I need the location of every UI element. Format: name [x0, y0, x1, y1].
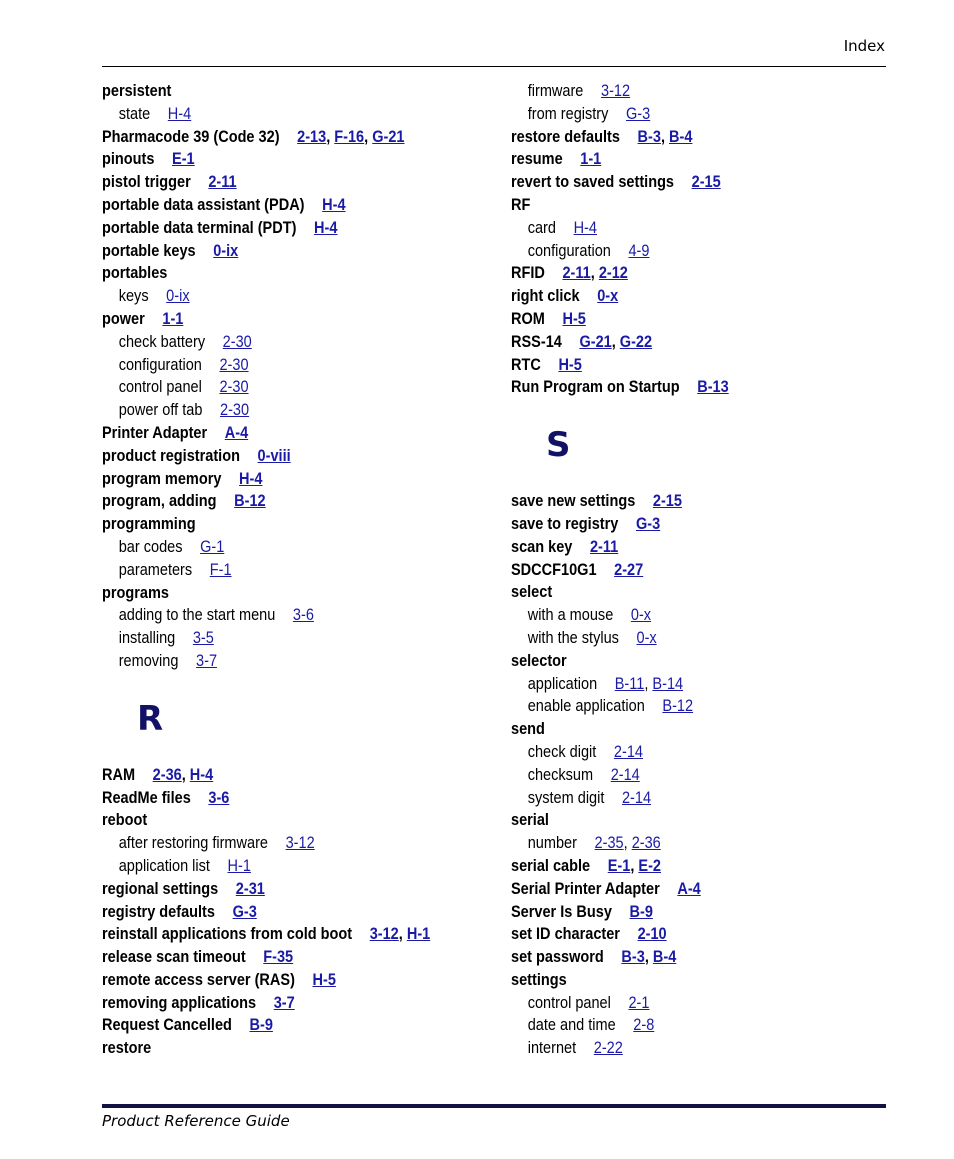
header-rule: [102, 66, 886, 67]
page-ref-link[interactable]: 2-36: [152, 765, 182, 784]
index-subentry: [102, 832, 454, 855]
page-ref-link[interactable]: H-4: [573, 218, 597, 237]
section-letter: [511, 399, 911, 490]
index-subentry: [511, 217, 863, 240]
index-term: enable application: [527, 697, 645, 716]
index-term: system digit: [527, 788, 605, 807]
index-term: firmware: [527, 82, 584, 100]
index-entry: [511, 262, 863, 285]
page-ref-link[interactable]: 0-ix: [166, 287, 190, 306]
index-term: portable data assistant (PDA): [102, 195, 305, 214]
index-term: pinouts: [102, 150, 155, 169]
index-term: reboot: [102, 811, 148, 830]
index-term: right click: [511, 287, 580, 306]
page-ref-link[interactable]: E-2: [638, 856, 661, 875]
ref-separator: ,: [623, 834, 632, 853]
index-column-right: [511, 80, 911, 1060]
page-ref-link[interactable]: B-11: [614, 674, 645, 693]
page-ref-link[interactable]: H-4: [167, 104, 192, 123]
page-ref-link[interactable]: E-1: [607, 856, 631, 875]
index-subentry: [102, 331, 454, 354]
page-ref-link[interactable]: 0-viii: [257, 446, 291, 465]
ref-separator: ,: [181, 765, 190, 784]
index-entry: [102, 490, 454, 513]
index-term: set password: [511, 948, 604, 967]
page-ref-link[interactable]: 2-14: [613, 742, 643, 761]
page-ref-link[interactable]: G-3: [232, 902, 257, 921]
index-entry: [102, 468, 454, 491]
index-term: revert to saved settings: [511, 173, 675, 192]
index-term: portable keys: [102, 241, 196, 260]
index-entry: [102, 148, 454, 171]
page-ref-link[interactable]: 3-7: [273, 993, 295, 1012]
index-term: application: [527, 674, 598, 693]
page-ref-link[interactable]: H-4: [239, 469, 263, 488]
ref-separator: ,: [660, 127, 670, 146]
page-ref-link[interactable]: 2-30: [220, 401, 250, 420]
index-term: RFID: [511, 264, 545, 283]
index-entry: [511, 376, 863, 399]
index-subentry: [102, 376, 454, 399]
section-letter-text: R: [137, 698, 164, 739]
index-subentry: [511, 673, 863, 696]
index-subentry: [102, 559, 454, 582]
index-term: check digit: [527, 742, 597, 761]
page-ref-link[interactable]: B-13: [697, 378, 729, 397]
index-term: RTC: [511, 355, 541, 374]
ref-separator: ,: [630, 856, 639, 875]
index-entry: [511, 354, 863, 377]
index-entry: [102, 80, 454, 103]
index-term: control panel: [118, 378, 202, 397]
index-subentry: [511, 741, 863, 764]
page-ref-link[interactable]: B-4: [652, 948, 677, 967]
ref-separator: ,: [644, 674, 653, 693]
index-entry: [511, 559, 863, 582]
index-entry: [102, 992, 454, 1015]
index-entry: [102, 445, 454, 468]
index-term: power off tab: [118, 401, 203, 420]
index-entry: [102, 1037, 454, 1060]
index-entry: [102, 969, 454, 992]
index-term: bar codes: [118, 537, 183, 556]
ref-separator: ,: [398, 925, 407, 944]
index-subentry: [511, 80, 863, 103]
index-term: selector: [511, 651, 567, 670]
page-ref-link[interactable]: G-21: [372, 127, 405, 146]
index-subentry: [511, 1037, 863, 1060]
index-term: check battery: [118, 332, 206, 351]
page-ref-link[interactable]: 2-14: [610, 765, 640, 784]
ref-separator: ,: [644, 948, 653, 967]
index-entry: [511, 308, 863, 331]
page-ref-link[interactable]: B-12: [234, 492, 266, 511]
index-subentry: [511, 627, 863, 650]
index-term: product registration: [102, 446, 240, 465]
page-ref-link[interactable]: 2-30: [219, 378, 249, 397]
index-term: configuration: [118, 355, 202, 374]
index-entry: [511, 490, 863, 513]
page-ref-link[interactable]: F-1: [209, 560, 232, 579]
index-term: with the stylus: [527, 628, 619, 647]
index-entry: [102, 194, 454, 217]
index-entry: [102, 308, 454, 331]
page-ref-link[interactable]: B-12: [662, 697, 694, 716]
page-ref-link[interactable]: 2-30: [219, 355, 249, 374]
ref-separator: ,: [364, 127, 373, 146]
page-ref-link[interactable]: 0-x: [630, 606, 652, 625]
ref-separator: ,: [326, 127, 335, 146]
page-ref-link[interactable]: E-1: [172, 150, 195, 169]
page-ref-link[interactable]: H-5: [562, 309, 586, 328]
index-term: installing: [118, 629, 176, 648]
page-ref-link[interactable]: G-1: [200, 537, 225, 556]
index-entry: [511, 946, 863, 969]
index-subentry: [102, 650, 454, 673]
index-entry: [102, 809, 454, 832]
page-ref-link[interactable]: A-4: [677, 879, 701, 898]
index-term: adding to the start menu: [118, 606, 276, 625]
index-term: program, adding: [102, 492, 217, 511]
page-ref-link[interactable]: 2-11: [589, 537, 619, 556]
index-term: RF: [511, 195, 531, 214]
index-term: parameters: [118, 560, 193, 579]
index-subentry: [511, 240, 863, 263]
index-term: RSS-14: [511, 332, 562, 351]
index-term: remote access server (RAS): [102, 970, 295, 989]
index-subentry: [102, 604, 454, 627]
index-term: resume: [511, 150, 563, 169]
index-entry: [102, 240, 454, 263]
index-entry: [511, 285, 863, 308]
page-ref-link[interactable]: H-4: [314, 218, 338, 237]
page-ref-link[interactable]: B-3: [621, 948, 645, 967]
index-entry: [102, 878, 454, 901]
page-ref-link[interactable]: B-3: [637, 127, 661, 146]
index-subentry: [102, 536, 454, 559]
running-header: Index: [843, 37, 885, 55]
index-entry: [102, 923, 454, 946]
footer-rule: [102, 1104, 886, 1108]
page-ref-link[interactable]: H-1: [227, 856, 251, 875]
page-ref-link[interactable]: B-9: [629, 902, 653, 921]
index-subentry: [102, 103, 454, 126]
index-term: scan key: [511, 537, 573, 556]
index-term: save to registry: [511, 514, 619, 533]
index-term: Server Is Busy: [511, 902, 612, 921]
index-term: internet: [527, 1039, 577, 1058]
page-ref-link[interactable]: G-3: [626, 104, 651, 123]
running-footer: Product Reference Guide: [102, 1112, 290, 1130]
index-term: ReadMe files: [102, 788, 191, 807]
page-ref-link[interactable]: 2-35: [594, 834, 624, 853]
index-term: Printer Adapter: [102, 423, 208, 442]
index-entry: [511, 718, 863, 741]
index-entry: [511, 126, 863, 149]
page-ref-link[interactable]: 3-12: [285, 834, 315, 853]
page-ref-link[interactable]: 1-1: [580, 150, 602, 169]
page-ref-link[interactable]: 3-7: [196, 651, 218, 670]
index-subentry: [511, 695, 863, 718]
index-entry: [511, 923, 863, 946]
page-ref-link[interactable]: 2-8: [633, 1016, 655, 1035]
index-term: SDCCF10G1: [511, 560, 597, 579]
index-subentry: [511, 832, 863, 855]
index-term: registry defaults: [102, 902, 215, 921]
index-subentry: [102, 399, 454, 422]
index-term: portable data terminal (PDT): [102, 218, 297, 237]
index-entry: [511, 650, 863, 673]
index-subentry: [102, 627, 454, 650]
page-ref-link[interactable]: 2-11: [208, 173, 237, 192]
index-term: application list: [118, 856, 210, 875]
page-ref-link[interactable]: 2-27: [614, 560, 644, 579]
page-ref-link[interactable]: 2-36: [631, 834, 661, 853]
page-ref-link[interactable]: 2-31: [235, 879, 265, 898]
index-term: restore defaults: [511, 127, 620, 146]
section-letter-text: S: [546, 425, 571, 466]
index-entry: [102, 946, 454, 969]
index-term: removing applications: [102, 993, 257, 1012]
page-ref-link[interactable]: G-22: [619, 332, 653, 351]
index-term: serial: [511, 811, 549, 830]
page-ref-link[interactable]: 4-9: [628, 241, 650, 260]
index-entry: [102, 217, 454, 240]
index-entry: [102, 582, 454, 605]
index-term: power: [102, 309, 145, 328]
index-entry: [511, 536, 863, 559]
index-entry: [102, 262, 454, 285]
page-ref-link[interactable]: 2-15: [652, 492, 682, 511]
index-entry: [511, 581, 863, 604]
index-entry: [102, 1014, 454, 1037]
index-term: settings: [511, 970, 567, 989]
index-term: program memory: [102, 469, 222, 488]
index-subentry: [511, 787, 863, 810]
index-subentry: [511, 103, 863, 126]
index-term: serial cable: [511, 856, 591, 875]
index-term: persistent: [102, 82, 172, 100]
index-term: reinstall applications from cold boot: [102, 925, 353, 944]
index-entry: [511, 513, 863, 536]
index-term: set ID character: [511, 925, 620, 944]
index-term: Serial Printer Adapter: [511, 879, 660, 898]
ref-separator: ,: [611, 332, 620, 351]
index-entry: [511, 855, 863, 878]
page-ref-link[interactable]: H-1: [406, 925, 431, 944]
index-term: checksum: [527, 765, 594, 784]
page-ref-link[interactable]: 2-13: [297, 127, 327, 146]
index-entry: [511, 809, 863, 832]
index-term: state: [118, 104, 151, 123]
page-ref-link[interactable]: 3-12: [369, 925, 399, 944]
index-subentry: [511, 1014, 863, 1037]
index-subentry: [102, 855, 454, 878]
index-term: Pharmacode 39 (Code 32): [102, 127, 280, 146]
page-ref-link[interactable]: B-9: [249, 1016, 273, 1035]
index-entry: [511, 148, 863, 171]
page-ref-link[interactable]: 2-15: [691, 173, 721, 192]
index-entry: [511, 878, 863, 901]
page-ref-link[interactable]: G-3: [635, 514, 661, 533]
index-term: Run Program on Startup: [511, 378, 680, 397]
page-ref-link[interactable]: A-4: [224, 423, 249, 442]
index-entry: [102, 787, 454, 810]
page-ref-link[interactable]: 2-10: [637, 925, 667, 944]
page-ref-link[interactable]: 2-1: [628, 993, 650, 1012]
page-ref-link[interactable]: 2-11: [562, 264, 591, 283]
index-term: ROM: [511, 309, 545, 328]
index-term: RAM: [102, 765, 136, 784]
page-ref-link[interactable]: G-21: [579, 332, 612, 351]
index-subentry: [511, 604, 863, 627]
index-term: keys: [118, 287, 149, 306]
index-entry: [102, 513, 454, 536]
page-ref-link[interactable]: 3-6: [292, 606, 314, 625]
index-entry: [511, 194, 863, 217]
index-subentry: [102, 354, 454, 377]
index-entry: [102, 422, 454, 445]
page-ref-link[interactable]: F-35: [263, 948, 294, 967]
index-term: save new settings: [511, 492, 636, 511]
page-ref-link[interactable]: 0-ix: [213, 241, 239, 260]
section-letter: [102, 673, 502, 764]
page-ref-link[interactable]: 0-x: [636, 628, 657, 647]
page-ref-link[interactable]: 3-6: [208, 788, 230, 807]
index-term: release scan timeout: [102, 948, 246, 967]
page-ref-link[interactable]: 1-1: [162, 309, 184, 328]
page-ref-link[interactable]: 3-12: [600, 82, 631, 100]
index-term: card: [527, 218, 556, 237]
index-subentry: [102, 285, 454, 308]
index-term: programming: [102, 515, 196, 534]
index-column-left: [102, 80, 502, 1060]
index-term: portables: [102, 264, 168, 283]
index-subentry: [511, 992, 863, 1015]
index-term: removing: [118, 651, 179, 670]
index-term: programs: [102, 583, 169, 602]
page-ref-link[interactable]: 2-14: [621, 788, 652, 807]
index-entry: [102, 764, 454, 787]
index-term: send: [511, 720, 545, 739]
page-ref-link[interactable]: 0-x: [597, 287, 619, 306]
page-ref-link[interactable]: 2-30: [222, 332, 252, 351]
ref-separator: ,: [590, 264, 599, 283]
index-term: after restoring firmware: [118, 834, 269, 853]
index-term: configuration: [527, 241, 611, 260]
index-entry: [102, 901, 454, 924]
page-ref-link[interactable]: 3-5: [192, 629, 214, 648]
index-entry: [511, 901, 863, 924]
page-ref-link[interactable]: H-4: [322, 195, 346, 214]
index-entry: [102, 171, 454, 194]
index-term: pistol trigger: [102, 173, 191, 192]
index-term: from registry: [527, 104, 609, 123]
page-ref-link[interactable]: H-4: [189, 765, 214, 784]
page-ref-link[interactable]: F-16: [334, 127, 365, 146]
page-ref-link[interactable]: H-5: [312, 970, 336, 989]
index-subentry: [511, 764, 863, 787]
index-entry: [511, 331, 863, 354]
index-term: with a mouse: [527, 606, 614, 625]
index-entry: [511, 171, 863, 194]
page-ref-link[interactable]: 2-12: [598, 264, 628, 283]
page-ref-link[interactable]: B-4: [669, 127, 693, 146]
page-ref-link[interactable]: 2-22: [593, 1039, 623, 1058]
index-entry: [511, 969, 863, 992]
page-ref-link[interactable]: B-14: [652, 674, 684, 693]
index-term: date and time: [527, 1016, 616, 1035]
index-term: regional settings: [102, 879, 219, 898]
index-term: Request Cancelled: [102, 1016, 232, 1035]
index-term: restore: [102, 1039, 152, 1058]
index-term: control panel: [527, 993, 611, 1012]
index-term: number: [527, 834, 577, 853]
page-ref-link[interactable]: H-5: [558, 355, 582, 374]
index-entry: [102, 126, 454, 149]
index-term: select: [511, 583, 553, 602]
